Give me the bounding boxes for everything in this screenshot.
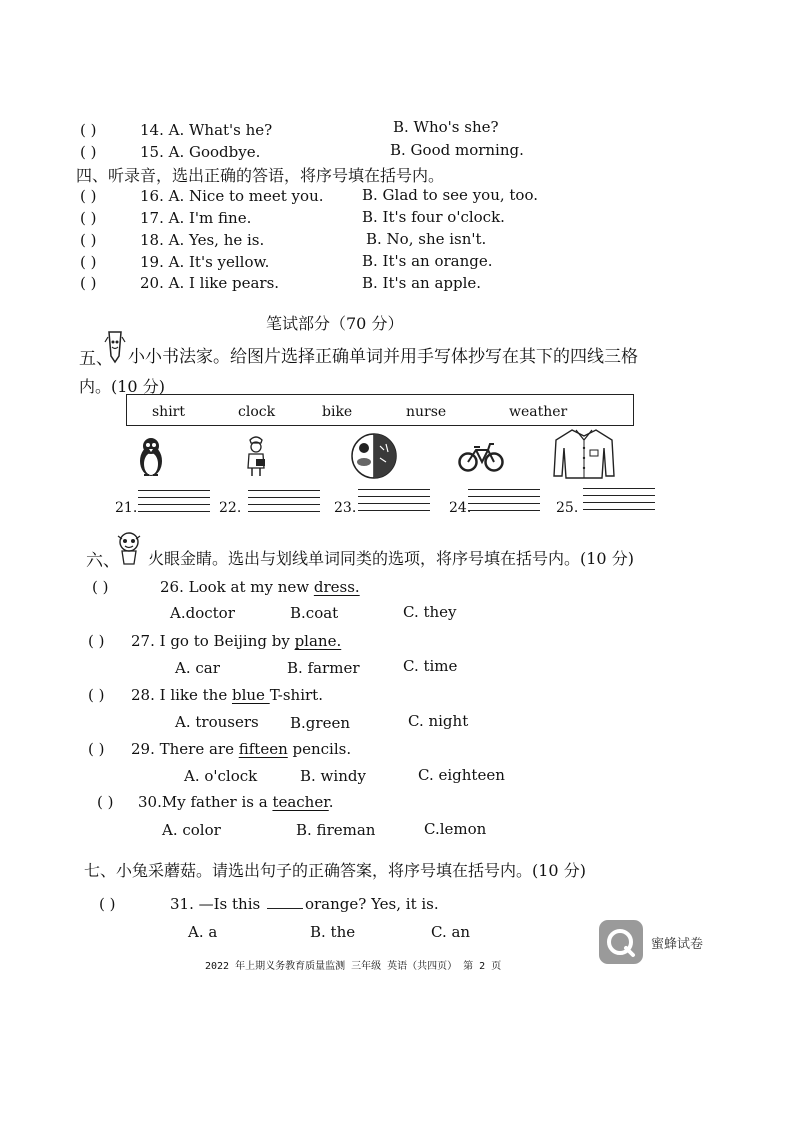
question-26-option-a: A.doctor <box>170 604 235 622</box>
question-28-option-b: B.green <box>290 714 350 732</box>
shirt-picture <box>552 426 616 482</box>
answer-paren[interactable]: ( ) <box>80 274 97 292</box>
monkey-mascot-icon <box>114 530 144 566</box>
answer-paren[interactable]: ( ) <box>97 793 114 811</box>
word-bank-item: bike <box>322 404 353 420</box>
answer-paren[interactable]: ( ) <box>80 187 97 205</box>
question-27-stem: 27. I go to Beijing by <box>131 632 295 650</box>
handwriting-grid-24[interactable] <box>468 489 540 517</box>
question-28-option-a: A. trousers <box>175 713 259 731</box>
question-20-option-a: 20. A. I like pears. <box>140 274 280 292</box>
bike-picture <box>458 440 504 474</box>
word-bank <box>126 394 634 426</box>
word-bank-item: nurse <box>406 404 447 420</box>
question-26-option-b: B.coat <box>290 604 339 622</box>
question-27-option-a: A. car <box>175 659 220 677</box>
question-28-underlined-word: blue <box>231 686 270 704</box>
word-bank-item: weather <box>509 404 568 420</box>
question-29-text <box>131 740 351 758</box>
question-30-text <box>138 793 334 811</box>
question-29-option-b: B. windy <box>300 767 366 785</box>
question-number-25: 25. <box>556 500 579 516</box>
question-number-24: 24. <box>449 500 472 516</box>
answer-paren[interactable]: ( ) <box>80 231 97 249</box>
question-number-22: 22. <box>219 500 242 516</box>
answer-paren[interactable]: ( ) <box>88 686 105 704</box>
question-28-stem-end: T-shirt. <box>269 686 323 704</box>
question-29-option-a: A. o'clock <box>184 767 258 785</box>
question-30-option-b: B. fireman <box>296 821 376 839</box>
question-27-option-b: B. farmer <box>287 659 360 677</box>
question-29-stem-end: pencils. <box>287 740 352 758</box>
question-28-option-c: C. night <box>408 712 469 730</box>
section-5-title-line2: 内。(10 分) <box>79 377 165 396</box>
question-16-option-b: B. Glad to see you, too. <box>362 186 538 204</box>
question-30-stem: 30.My father is a <box>138 793 273 811</box>
written-part-title: 笔试部分（70 分） <box>266 314 404 333</box>
answer-paren[interactable]: ( ) <box>88 740 105 758</box>
question-27-underlined-word: plane. <box>294 632 342 650</box>
question-14-option-b: B. Who's she? <box>393 118 499 136</box>
question-26-text <box>160 578 360 596</box>
question-31-blank[interactable] <box>267 898 303 909</box>
handwriting-grid-23[interactable] <box>358 489 430 517</box>
question-31-stem-end: orange? Yes, it is. <box>304 895 439 913</box>
question-19-option-a: 19. A. It's yellow. <box>140 253 270 271</box>
section-5-number: 五、 <box>79 349 113 369</box>
question-28-stem: 28. I like the <box>131 686 232 704</box>
question-16-option-a: 16. A. Nice to meet you. <box>140 187 324 205</box>
handwriting-grid-22[interactable] <box>248 490 320 518</box>
question-29-stem: 29. There are <box>131 740 239 758</box>
question-31-text <box>170 895 439 913</box>
answer-paren[interactable]: ( ) <box>92 578 109 596</box>
question-31-option-c: C. an <box>431 923 471 941</box>
question-26-stem: 26. Look at my new <box>160 578 314 596</box>
section-5-title-line1: 小小书法家。给图片选择正确单词并用手写体抄写在其下的四线三格 <box>128 347 638 367</box>
question-17-option-a: 17. A. I'm fine. <box>140 209 252 227</box>
question-30-option-c: C.lemon <box>424 820 487 838</box>
section-6-title: 火眼金睛。选出与划线单词同类的选项，将序号填在括号内。(10 分) <box>148 549 634 568</box>
handwriting-grid-25[interactable] <box>583 488 655 516</box>
page-footer: 2022 年上期义务教育质量监测 三年级 英语（共四页） 第 2 页 <box>205 961 502 972</box>
question-20-option-b: B. It's an apple. <box>362 274 482 292</box>
handwriting-grid-21[interactable] <box>138 490 210 518</box>
question-29-option-c: C. eighteen <box>418 766 505 784</box>
question-14-option-a: 14. A. What's he? <box>140 121 273 139</box>
question-15-option-a: 15. A. Goodbye. <box>140 143 261 161</box>
question-17-option-b: B. It's four o'clock. <box>362 208 505 226</box>
section-7-title: 七、小兔采蘑菇。请选出句子的正确答案，将序号填在括号内。(10 分) <box>84 861 586 880</box>
nurse-picture <box>242 434 270 478</box>
question-26-option-c: C. they <box>403 603 457 621</box>
brand-logo <box>599 920 643 964</box>
question-19-option-b: B. It's an orange. <box>362 252 493 270</box>
question-number-23: 23. <box>334 500 357 516</box>
brand-name: 蜜蜂试卷 <box>651 937 704 952</box>
question-29-underlined-word: fifteen <box>238 740 288 758</box>
question-28-text <box>131 686 323 704</box>
section-4-title: 四、听录音，选出正确的答语，将序号填在括号内。 <box>76 166 445 185</box>
question-30-underlined-word: teacher <box>272 793 329 811</box>
brand-logo-icon <box>599 920 643 964</box>
question-27-text <box>131 632 341 650</box>
question-27-option-c: C. time <box>403 657 458 675</box>
answer-paren[interactable]: ( ) <box>80 143 97 161</box>
pencil-mascot-icon <box>103 328 127 364</box>
question-26-underlined-word: dress. <box>313 578 360 596</box>
question-31-option-b: B. the <box>310 923 356 941</box>
answer-paren[interactable]: ( ) <box>80 253 97 271</box>
question-18-option-a: 18. A. Yes, he is. <box>140 231 265 249</box>
answer-paren[interactable]: ( ) <box>80 209 97 227</box>
question-31-stem: 31. —Is this <box>170 895 265 913</box>
question-31-option-a: A. a <box>188 923 218 941</box>
question-number-21: 21. <box>115 500 138 516</box>
question-15-option-b: B. Good morning. <box>390 141 524 159</box>
section-6-number: 六、 <box>86 551 120 571</box>
word-bank-item: shirt <box>152 404 185 420</box>
question-30-stem-end: . <box>328 793 334 811</box>
answer-paren[interactable]: ( ) <box>88 632 105 650</box>
question-18-option-b: B. No, she isn't. <box>366 230 487 248</box>
question-30-option-a: A. color <box>162 821 221 839</box>
weather-picture <box>350 432 398 480</box>
answer-paren[interactable]: ( ) <box>99 895 116 913</box>
penguin-picture <box>136 436 166 478</box>
word-bank-item: clock <box>238 404 276 420</box>
answer-paren[interactable]: ( ) <box>80 121 97 139</box>
